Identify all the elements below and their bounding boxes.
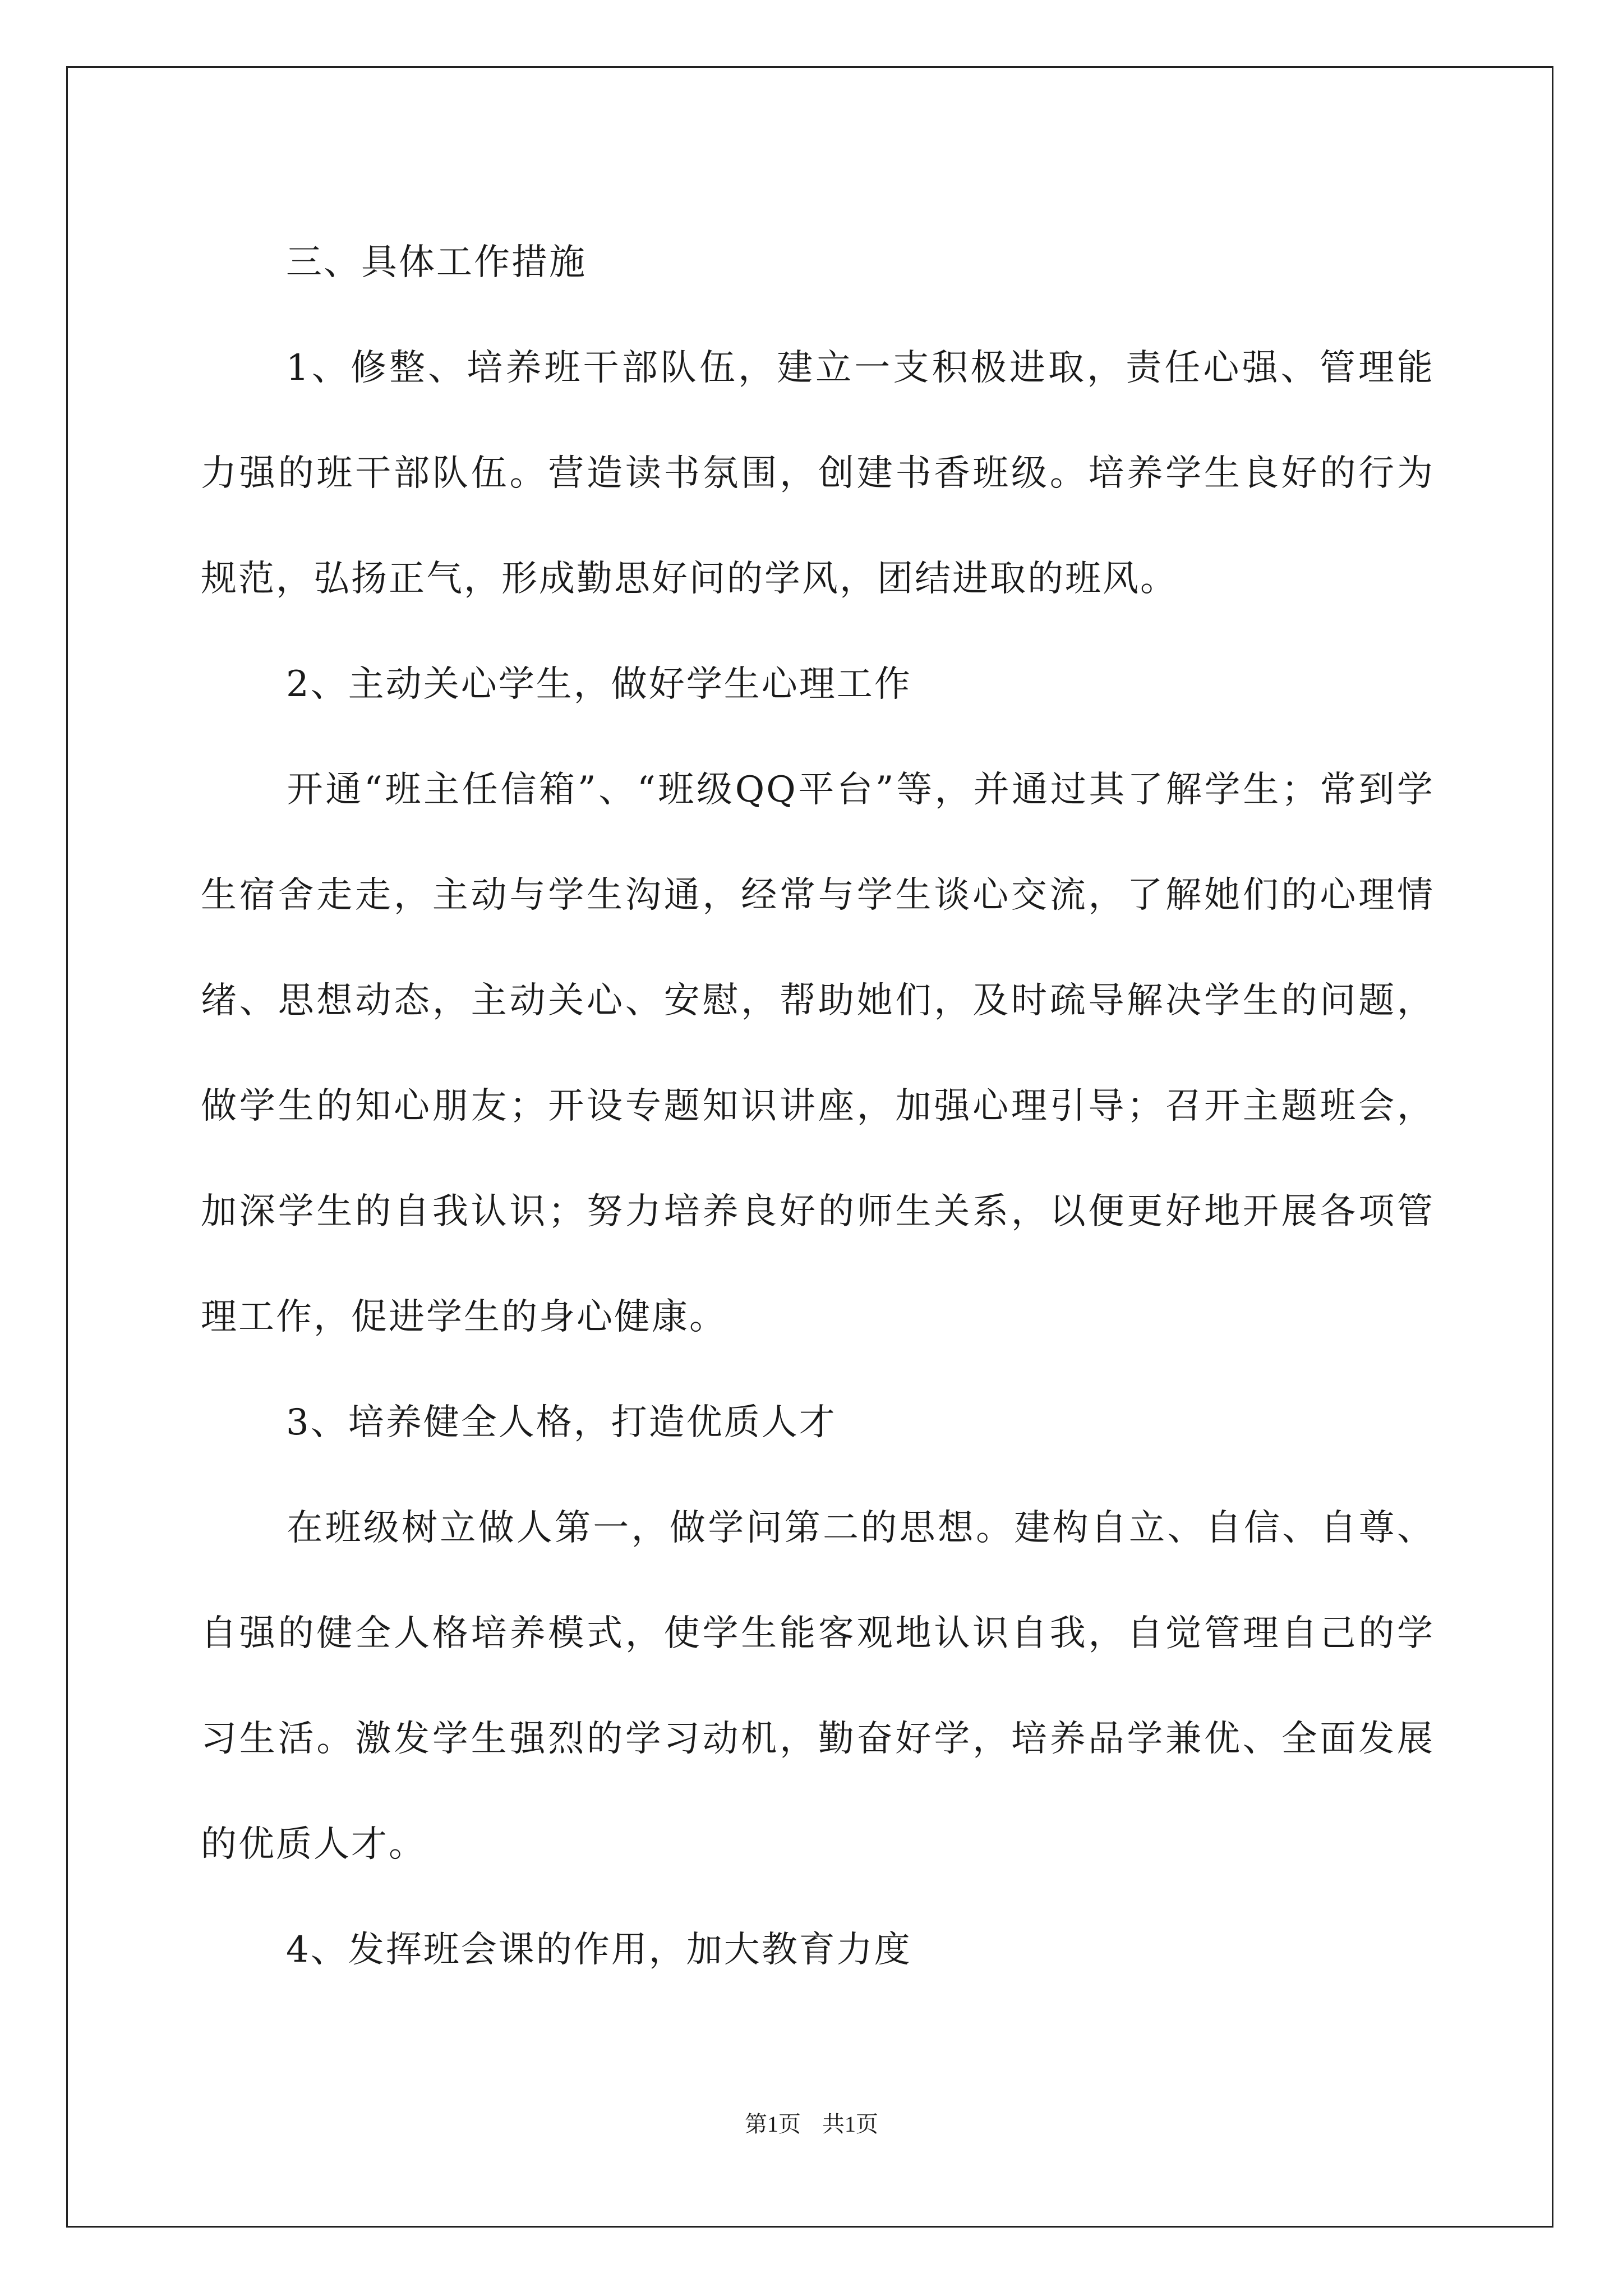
paragraph	[201, 315, 1435, 632]
page-footer	[0, 2106, 1623, 2138]
page-total: 共1页	[822, 2111, 878, 2137]
paragraph-text: 开通“班主任信箱”、“班级QQ平台”等，并通过其了解学生；常到学生宿舍走走，主动与学生沟通，经常与学生谈心交流，了解她们的心理情绪、思想动态，主动关心、安慰，帮助她们，及时疏导解决学生的问题，做学生的知心朋友；开设专题知识讲座，加强心理引导；召开主题班会，加深学生的自我认识；努力培养良好的师生关系，以便更好地开展各项管理工作，促进学生的身心健康。	[201, 769, 1435, 1338]
paragraph	[201, 737, 1435, 1370]
paragraph-text: 在班级树立做人第一，做学问第二的思想。建构自立、自信、自尊、自强的健全人格培养模式，使学生能客观地认识自我，自觉管理自己的学习生活。激发学生强烈的学习动机，勤奋好学，培养品学兼优、全面发展的优质人才。	[201, 1507, 1435, 1865]
document-body	[201, 210, 1435, 2003]
page-number: 第1页	[745, 2111, 801, 2137]
paragraph	[201, 1475, 1435, 1897]
subsection-heading	[201, 1370, 1435, 1475]
paragraph-text: 2、主动关心学生，做好学生心理工作	[286, 664, 912, 705]
subsection-heading	[201, 632, 1435, 737]
paragraph-text: 1、修整、培养班干部队伍，建立一支积极进取，责任心强、管理能力强的班干部队伍。营造读书氛围，创建书香班级。培养学生良好的行为规范，弘扬正气，形成勤思好问的学风，团结进取的班风。	[201, 347, 1435, 600]
subsection-heading	[201, 1897, 1435, 2003]
paragraph-text: 三、具体工作措施	[286, 242, 587, 283]
paragraph-text: 3、培养健全人格，打造优质人才	[286, 1402, 837, 1443]
paragraph-text: 4、发挥班会课的作用，加大教育力度	[286, 1929, 912, 1971]
section-heading	[201, 210, 1435, 315]
